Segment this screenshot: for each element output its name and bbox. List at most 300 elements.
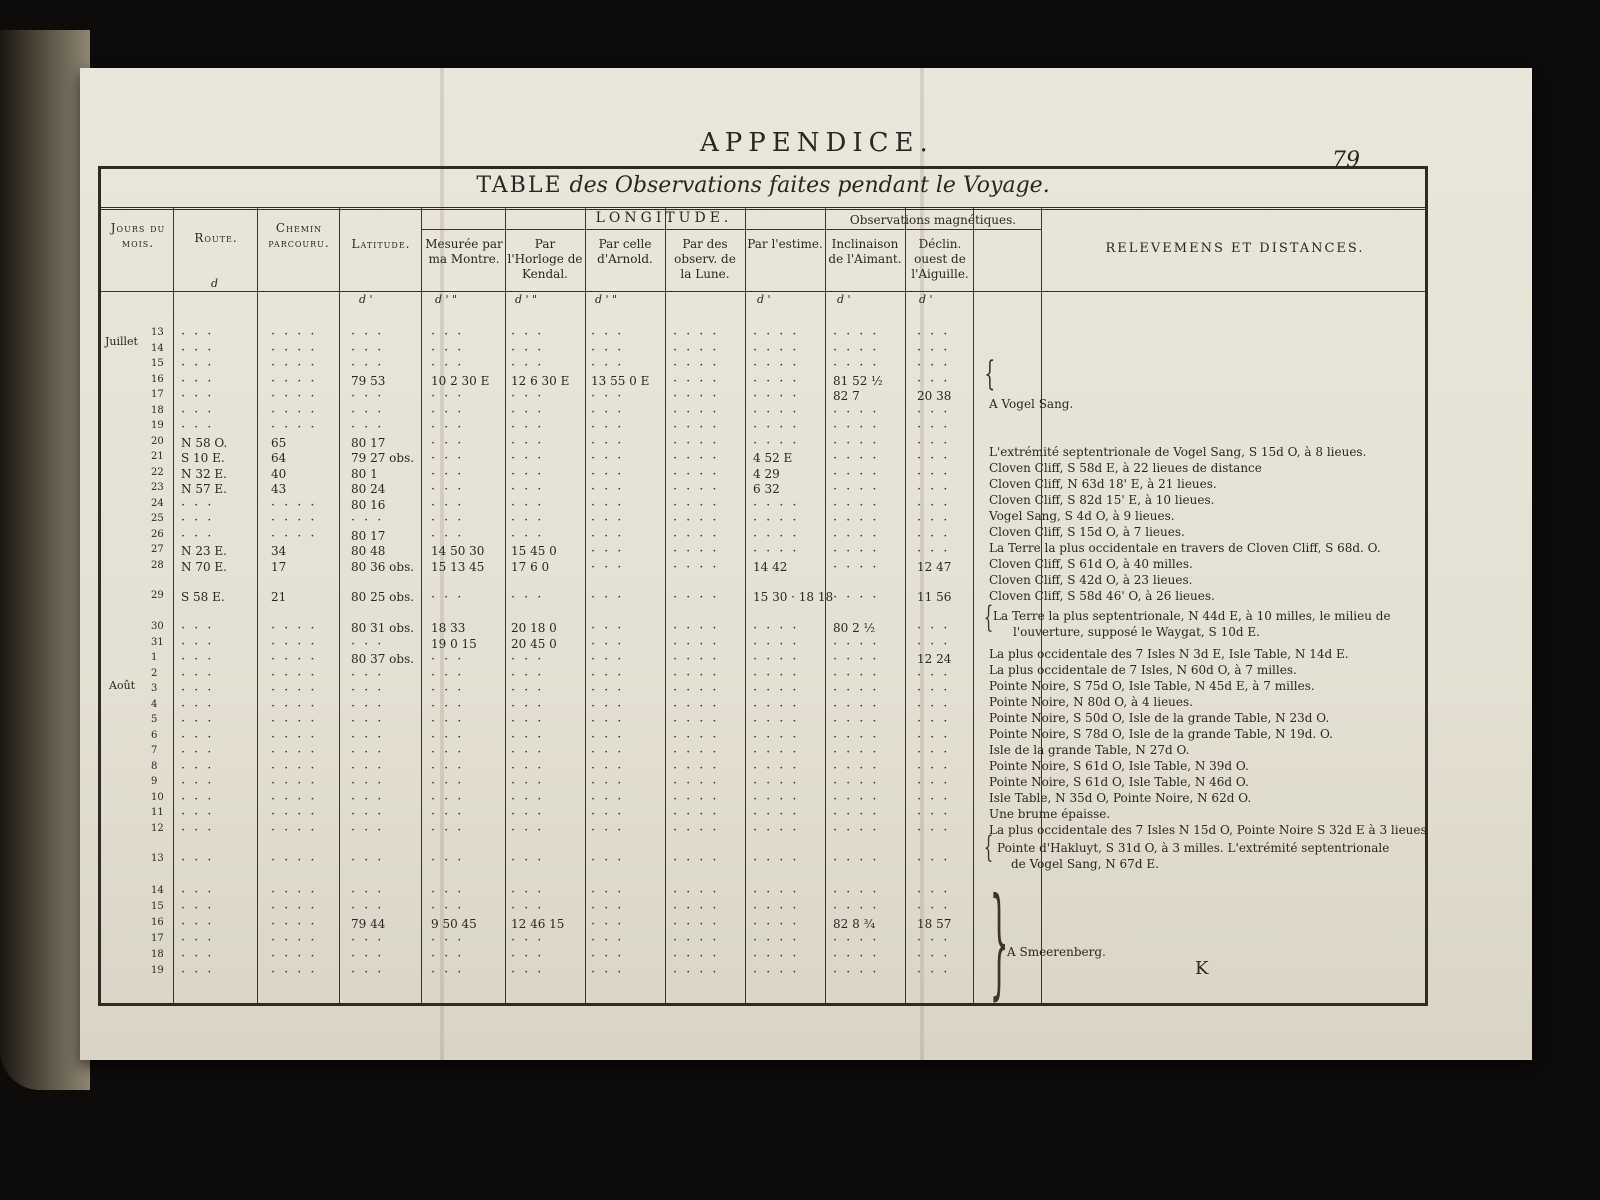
dot-leader: ···· [271,884,324,900]
bearing: Cloven Cliff, S 61d O, à 40 milles. [989,557,1193,571]
dot-leader: ··· [511,652,551,667]
header-estime: Par l'estime. [747,237,823,251]
dot-leader: ··· [917,729,957,745]
dot-leader: ··· [431,420,471,435]
cell-kendal: 12 46 15 [511,916,565,931]
dot-leader: ··· [591,852,631,868]
dot-leader: ···· [271,932,324,948]
cell-inclinaison: 81 52 ½ [833,373,883,388]
dot-leader: ···· [271,714,324,729]
dot-leader: ··· [351,932,391,948]
dot-leader: ··· [917,683,957,698]
dot-leader: ··· [511,435,551,451]
bearing-smeerenberg: A Smeerenberg. [1007,945,1106,959]
dot-leader: ···· [271,667,324,683]
cell-inclinaison: 82 7 [833,389,860,403]
cell-route: N 58 O. [181,435,228,450]
dot-leader: ··· [181,667,221,683]
cell-latitude: 80 17 [351,435,386,450]
bearing: Pointe Noire, S 78d O, Isle de la grande Table, N 19d. O. [989,727,1333,741]
bearing: Cloven Cliff, S 82d 15' E, à 10 lieues. [989,493,1215,507]
bearing: La Terre la plus septentrionale, N 44d E, à 10 milles, le milieu de [993,609,1391,623]
dot-leader: ··· [351,852,391,868]
dot-leader: ···· [271,729,324,745]
dot-leader: ··· [431,589,471,605]
bearing: Pointe Noire, S 61d O, Isle Table, N 46d O. [989,775,1249,789]
row-day: 13 [151,852,164,864]
dot-leader: ··· [431,807,471,822]
dot-leader: ···· [673,327,726,342]
cell-route: N 32 E. [181,466,227,481]
dot-leader: ··· [591,559,631,575]
dot-leader: ··· [431,948,471,964]
row-day: 9 [151,776,158,787]
cell-latitude: 80 16 [351,497,386,512]
dot-leader: ··· [511,964,551,980]
table-title-rest: des Observations faites pendant le Voyage. [569,173,1050,198]
dot-leader: ···· [673,358,726,373]
dot-leader: ··· [431,729,471,745]
bearing: Cloven Cliff, S 15d O, à 7 lieues. [989,525,1185,539]
dot-leader: ··· [181,698,221,714]
dot-leader: ··· [591,435,631,451]
dot-leader: ···· [271,528,324,544]
brace: } [989,873,1009,1012]
dot-leader: ··· [591,358,631,373]
dot-leader: ···· [753,528,806,544]
dot-leader: ···· [833,948,886,964]
row-day: 3 [151,683,158,694]
dot-leader: ···· [673,544,726,559]
dot-leader: ···· [271,389,324,404]
dot-leader: ··· [431,342,471,358]
dot-leader: ···· [833,451,886,466]
cell-route: N 70 E. [181,559,227,574]
dot-leader: ···· [753,916,806,932]
dot-leader: ··· [351,964,391,980]
bearing: Pointe d'Hakluyt, S 31d O, à 3 milles. L'extrémité septentrionale [997,841,1390,855]
cell-latitude: 80 37 obs. [351,652,415,666]
row-day: 18 [151,948,164,960]
dot-leader: ···· [673,714,726,729]
dot-leader: ··· [511,822,551,838]
dot-leader: ··· [511,667,551,683]
dot-leader: ···· [833,776,886,791]
row-day: 4 [151,698,158,710]
dot-leader: ···· [271,900,324,916]
dot-leader: ··· [431,760,471,776]
dot-leader: ···· [673,420,726,435]
header-declin: Déclin. ouest de l'Aiguille. [911,237,969,281]
dot-leader: ··· [431,389,471,404]
dot-leader: ··· [431,451,471,466]
cell-latitude: 80 25 obs. [351,589,415,604]
dot-leader: ···· [753,544,806,559]
dot-leader: ··· [351,667,391,683]
row-day: 8 [151,760,158,772]
dot-leader: ··· [511,791,551,807]
header-inclinaison: Inclinaison de l'Aimant. [828,237,902,266]
row-day: 6 [151,729,158,741]
row-day: 1 [151,652,158,663]
dot-leader: ··· [591,389,631,404]
dot-leader: ··· [511,497,551,513]
bearing: Une brume épaisse. [989,807,1111,821]
cell-declin: 18 57 [917,916,952,931]
dot-leader: ··· [917,852,957,868]
cell-montre: 15 13 45 [431,559,485,574]
dot-leader: ···· [833,528,886,544]
bearing: Pointe Noire, S 61d O, Isle Table, N 39d O. [989,759,1249,773]
dot-leader: ···· [833,497,886,513]
dot-leader: ···· [753,327,806,342]
dot-leader: ··· [351,404,391,420]
unit-latitude: d ' [359,293,373,306]
cell-estime: 15 30 · 18 18 [753,589,834,604]
dot-leader: ··· [431,884,471,900]
dot-leader: ···· [753,964,806,980]
dot-leader: ··· [917,342,957,358]
dot-leader: ··· [351,745,391,760]
dot-leader: ··· [591,932,631,948]
dot-leader: ···· [673,451,726,466]
dot-leader: ··· [511,513,551,528]
dot-leader: ··· [591,589,631,605]
dot-leader: ···· [271,822,324,838]
cell-declin: 12 24 [917,652,952,666]
dot-leader: ··· [917,900,957,916]
dot-leader: ··· [181,342,221,358]
dot-leader: ··· [917,745,957,760]
signature-mark: K [1195,958,1209,979]
dot-leader: ···· [673,822,726,838]
dot-leader: ···· [673,948,726,964]
column-rule [745,207,746,1003]
dot-leader: ···· [833,745,886,760]
dot-leader: ··· [917,373,957,389]
dot-leader: ··· [181,621,221,636]
dot-leader: ···· [833,513,886,528]
row-day: 28 [151,559,164,571]
dot-leader: ··· [181,729,221,745]
row-day: 27 [151,544,164,555]
dot-leader: ···· [673,621,726,636]
dot-leader: ··· [181,714,221,729]
dot-leader: ···· [833,544,886,559]
dot-leader: ··· [351,776,391,791]
dot-leader: ···· [833,652,886,667]
dot-leader: ···· [673,589,726,605]
dot-leader: ···· [271,327,324,342]
dot-leader: ··· [917,404,957,420]
dot-leader: ···· [753,760,806,776]
dot-leader: ··· [431,791,471,807]
cell-latitude: 79 27 obs. [351,451,415,465]
row-day: 16 [151,916,164,928]
dot-leader: ···· [271,513,324,528]
dot-leader: ···· [753,404,806,420]
dot-leader: ··· [431,404,471,420]
dot-leader: ··· [511,852,551,868]
dot-leader: ···· [673,932,726,948]
dot-leader: ··· [181,900,221,916]
dot-leader: ··· [431,714,471,729]
unit-estime: d ' [757,293,771,306]
dot-leader: ··· [511,420,551,435]
dot-leader: ··· [511,776,551,791]
dot-leader: ···· [271,621,324,636]
dot-leader: ···· [753,373,806,389]
dot-leader: ···· [833,791,886,807]
dot-leader: ··· [917,528,957,544]
dot-leader: ··· [181,791,221,807]
dot-leader: ··· [181,964,221,980]
dot-leader: ··· [181,948,221,964]
column-rule [257,207,258,1003]
row-day: 25 [151,513,164,524]
unit-kendal: d ' " [515,293,538,306]
month-juillet: Juillet [105,335,138,348]
bearing: La plus occidentale des 7 Isles N 3d E, Isle Table, N 14d E. [989,647,1349,661]
dot-leader: ··· [181,807,221,822]
column-rule [421,207,422,1003]
header-longitude: LONGITUDE. [595,210,733,226]
dot-leader: ··· [591,964,631,980]
dot-leader: ··· [431,528,471,544]
cell-kendal: 20 45 0 [511,636,557,651]
dot-leader: ···· [833,807,886,822]
dot-leader: ···· [833,667,886,683]
dot-leader: ···· [753,791,806,807]
dot-leader: ··· [431,466,471,482]
dot-leader: ···· [673,528,726,544]
dot-leader: ···· [673,636,726,652]
cell-chemin: 17 [271,559,287,574]
dot-leader: ···· [753,745,806,760]
dot-leader: ···· [753,900,806,916]
dot-leader: ··· [431,358,471,373]
dot-leader: ··· [591,342,631,358]
dot-leader: ··· [351,389,391,404]
cell-latitude: 80 24 [351,482,386,496]
dot-leader: ··· [431,482,471,497]
dot-leader: ··· [511,327,551,342]
dot-leader: ···· [753,435,806,451]
dot-leader: ··· [591,714,631,729]
dot-leader: ··· [181,636,221,652]
dot-leader: ···· [753,822,806,838]
dot-leader: ··· [591,404,631,420]
dot-leader: ··· [917,776,957,791]
dot-leader: ··· [917,497,957,513]
brace: { [984,354,996,394]
dot-leader: ··· [917,760,957,776]
dot-leader: ··· [351,900,391,916]
table-title-lead: TABLE [476,173,563,198]
bearing-vogel-sang: A Vogel Sang. [989,397,1074,411]
row-day: 17 [151,389,164,400]
dot-leader: ···· [833,900,886,916]
dot-leader: ··· [351,683,391,698]
dot-leader: ··· [181,683,221,698]
dot-leader: ··· [511,714,551,729]
dot-leader: ···· [753,729,806,745]
dot-leader: ··· [917,420,957,435]
column-rule [339,207,340,1003]
dot-leader: ··· [431,964,471,980]
dot-leader: ···· [673,776,726,791]
dot-leader: ··· [591,667,631,683]
dot-leader: ··· [431,822,471,838]
dot-leader: ··· [181,404,221,420]
dot-leader: ··· [181,760,221,776]
cell-route: S 58 E. [181,589,225,604]
dot-leader: ··· [591,745,631,760]
dot-leader: ··· [591,791,631,807]
dot-leader: ··· [511,528,551,544]
dot-leader: ··· [511,466,551,482]
dot-leader: ···· [673,513,726,528]
dot-leader: ···· [673,466,726,482]
row-day: 24 [151,497,164,509]
dot-leader: ··· [591,652,631,667]
dot-leader: ···· [673,698,726,714]
dot-leader: ··· [181,497,221,513]
dot-leader: ··· [591,760,631,776]
dot-leader: ··· [591,884,631,900]
dot-leader: ···· [833,932,886,948]
column-rule [505,207,506,1003]
dot-leader: ··· [351,807,391,822]
magnetic-rule [905,229,1041,230]
dot-leader: ··· [181,852,221,868]
row-day: 2 [151,667,158,679]
dot-leader: ··· [511,932,551,948]
column-rule [173,207,174,1003]
dot-leader: ···· [753,497,806,513]
bearing: Cloven Cliff, S 58d 46' O, à 26 lieues. [989,589,1215,603]
dot-leader: ··· [431,652,471,667]
cell-route: N 57 E. [181,482,227,496]
dot-leader: ··· [917,327,957,342]
dot-leader: ···· [673,435,726,451]
bearing: Cloven Cliff, S 42d O, à 23 lieues. [989,573,1193,587]
dot-leader: ···· [673,652,726,667]
cell-estime: 4 52 E [753,451,793,465]
dot-leader: ··· [511,404,551,420]
dot-leader: ··· [351,358,391,373]
bearing: La Terre la plus occidentale en travers de Cloven Cliff, S 68d. O. [989,541,1381,555]
dot-leader: ···· [833,729,886,745]
dot-leader: ··· [351,698,391,714]
header-jours: Jours du mois. [110,221,166,250]
cell-inclinaison: 82 8 ¾ [833,916,876,931]
unit-declin: d ' [919,293,933,306]
longitude-rule [421,229,905,230]
dot-leader: ··· [431,497,471,513]
dot-leader: ··· [181,358,221,373]
column-rule [1041,207,1042,1003]
dot-leader: ··· [351,948,391,964]
header-route: Route. [194,231,238,245]
dot-leader: ···· [271,791,324,807]
unit-arnold: d ' " [595,293,618,306]
observation-table [98,166,1428,1012]
dot-leader: ···· [673,900,726,916]
dot-leader: ··· [917,482,957,497]
dot-leader: ··· [591,683,631,698]
column-rule [585,207,586,1003]
row-day: 23 [151,482,164,493]
dot-leader: ···· [271,760,324,776]
bearing: Vogel Sang, S 4d O, à 9 lieues. [989,509,1175,523]
bearing: Pointe Noire, S 50d O, Isle de la grande Table, N 23d O. [989,711,1330,725]
dot-leader: ··· [917,714,957,729]
row-day: 5 [151,714,158,725]
row-day: 17 [151,932,164,944]
dot-leader: ···· [833,964,886,980]
dot-leader: ··· [431,513,471,528]
cell-declin: 20 38 [917,389,952,403]
dot-leader: ···· [673,729,726,745]
dot-leader: ···· [753,698,806,714]
bearing: La plus occidentale des 7 Isles N 15d O, Pointe Noire S 32d E à 3 lieues [989,823,1427,837]
bearing: Cloven Cliff, S 58d E, à 22 lieues de distance [989,461,1262,475]
dot-leader: ···· [833,884,886,900]
row-day: 11 [151,807,164,818]
dot-leader: ···· [271,776,324,791]
dot-leader: ··· [591,636,631,652]
dot-leader: ···· [753,932,806,948]
cell-arnold: 13 55 0 E [591,373,650,388]
dot-leader: ··· [351,729,391,745]
dot-leader: ···· [673,389,726,404]
dot-leader: ··· [917,791,957,807]
dot-leader: ··· [591,822,631,838]
page-number: 79 [1332,148,1360,173]
dot-leader: ···· [673,683,726,698]
dot-leader: ···· [833,760,886,776]
row-day: 30 [151,621,164,632]
dot-leader: ···· [673,404,726,420]
dot-leader: ··· [917,636,957,652]
dot-leader: ··· [917,698,957,714]
dot-leader: ···· [271,358,324,373]
dot-leader: ··· [181,745,221,760]
dot-leader: ··· [917,884,957,900]
row-day: 29 [151,589,164,601]
column-rule [973,207,974,1003]
dot-leader: ··· [351,342,391,358]
dot-leader: ··· [511,589,551,605]
dot-leader: ···· [833,559,886,575]
dot-leader: ···· [833,466,886,482]
dot-leader: ···· [833,852,886,868]
dot-leader: ··· [591,621,631,636]
dot-leader: ··· [511,451,551,466]
dot-leader: ··· [351,420,391,435]
row-day: 16 [151,373,164,385]
dot-leader: ···· [833,714,886,729]
dot-leader: ···· [753,652,806,667]
bearing: Cloven Cliff, N 63d 18' E, à 21 lieues. [989,477,1217,491]
dot-leader: ···· [753,389,806,404]
dot-leader: ··· [431,327,471,342]
book-edge [0,30,90,1090]
dot-leader: ··· [431,683,471,698]
row-day: 15 [151,358,164,369]
cell-chemin: 34 [271,544,287,558]
